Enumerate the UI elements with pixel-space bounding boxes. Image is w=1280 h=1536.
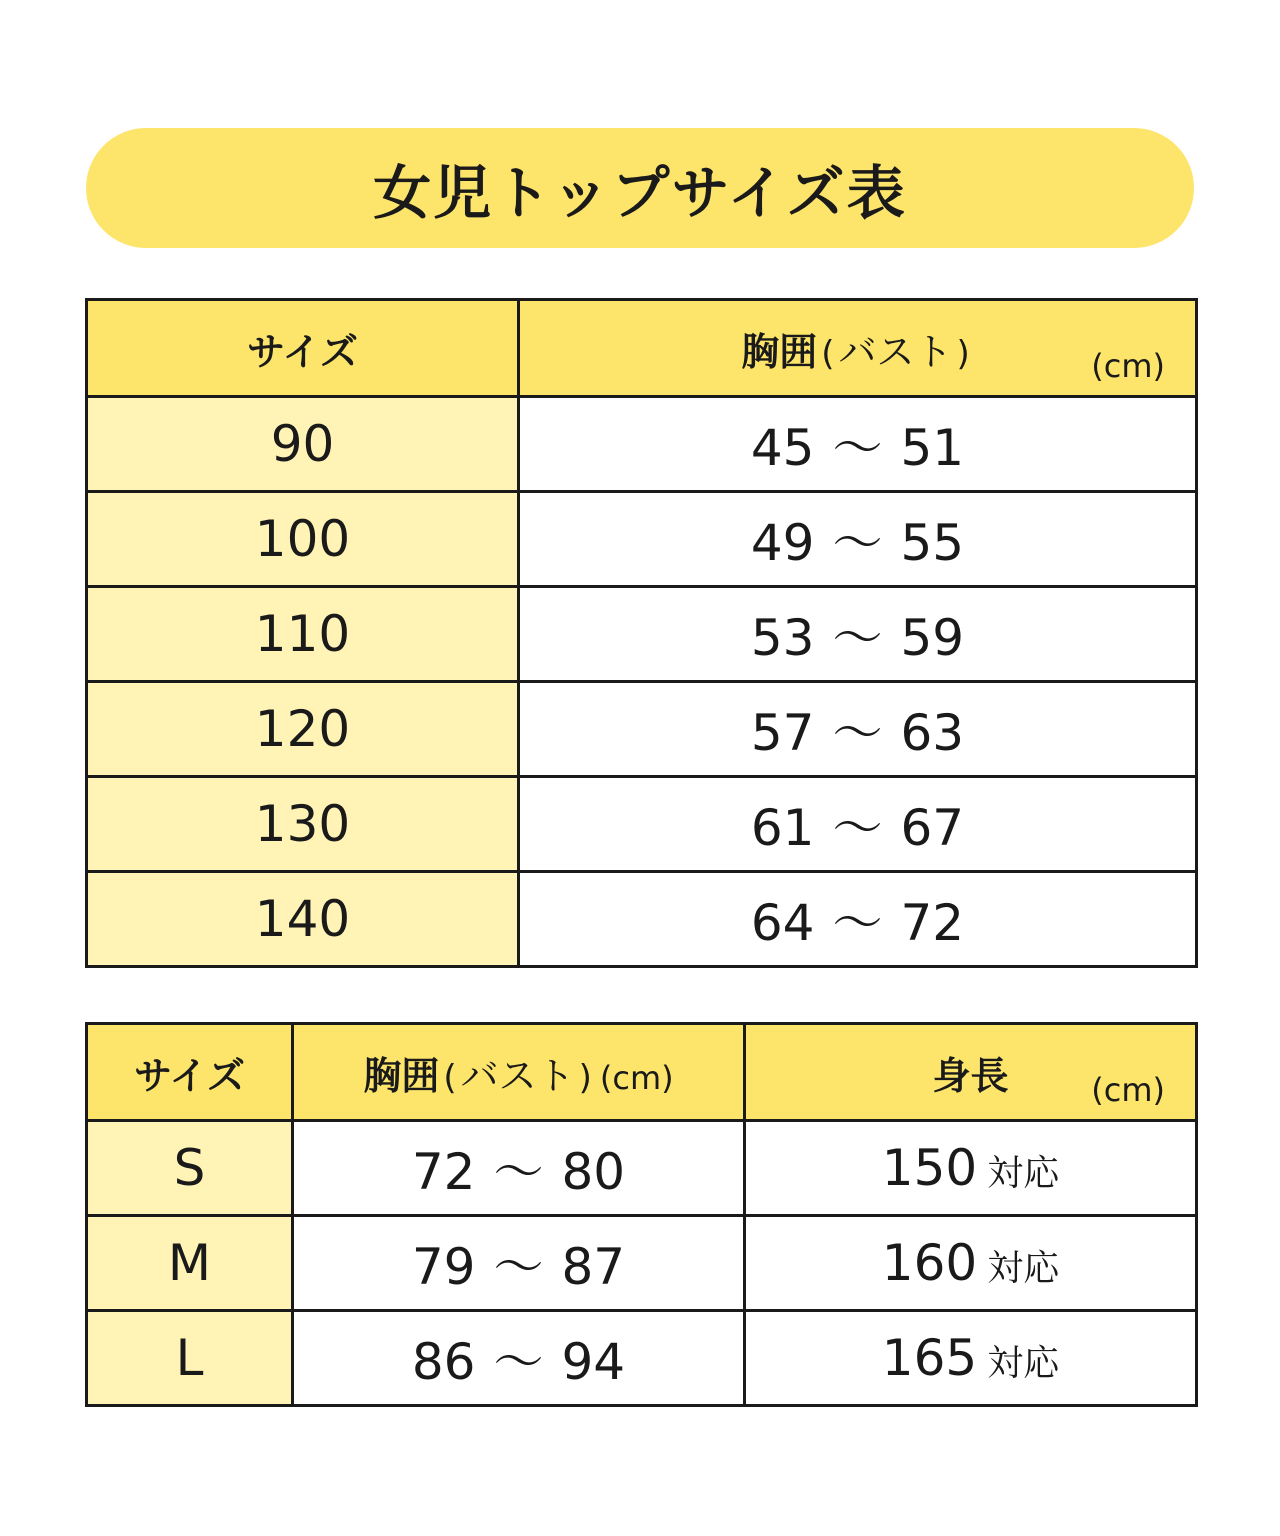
height-value: 160	[881, 1234, 978, 1292]
size-cell: 140	[87, 872, 519, 967]
range-separator: 〜	[832, 609, 883, 667]
header-size	[87, 1024, 293, 1121]
bust-to: 72	[900, 894, 965, 952]
paren-close: )	[578, 1057, 592, 1098]
header-bust	[519, 300, 1197, 397]
bust-to: 59	[900, 609, 965, 667]
height-suffix: 対応	[987, 1248, 1060, 1289]
size-cell: 90	[87, 397, 519, 492]
size-cell: S	[87, 1121, 293, 1216]
bust-from: 61	[750, 799, 815, 857]
size-cell: 110	[87, 587, 519, 682]
header-bust-wrap	[741, 321, 974, 376]
table-header-row	[87, 1024, 1197, 1121]
bust-to: 94	[561, 1333, 626, 1391]
bust-range-cell	[519, 682, 1197, 777]
bust-to: 87	[561, 1238, 626, 1296]
header-size-label: サイズ	[247, 329, 358, 374]
kids-size-table	[85, 298, 1198, 968]
height-cell	[745, 1311, 1197, 1406]
size-cell: M	[87, 1216, 293, 1311]
range-separator: 〜	[493, 1143, 544, 1201]
header-size	[87, 300, 519, 397]
table-row	[87, 777, 1197, 872]
title-banner	[86, 128, 1194, 248]
paren-close: )	[956, 333, 970, 374]
bust-from: 72	[411, 1143, 476, 1201]
table-row	[87, 872, 1197, 967]
header-height	[745, 1024, 1197, 1121]
header-bust-sub: バスト	[460, 1053, 575, 1098]
table-row	[87, 397, 1197, 492]
size-cell: 120	[87, 682, 519, 777]
bust-from: 49	[750, 514, 815, 572]
bust-from: 64	[750, 894, 815, 952]
range-separator: 〜	[832, 514, 883, 572]
table-row	[87, 1216, 1197, 1311]
bust-from: 57	[750, 704, 815, 762]
junior-size-table	[85, 1022, 1198, 1407]
header-unit: (cm)	[1091, 347, 1165, 385]
bust-to: 67	[900, 799, 965, 857]
table-row	[87, 492, 1197, 587]
bust-to: 51	[900, 419, 965, 477]
height-suffix: 対応	[987, 1343, 1060, 1384]
bust-to: 80	[561, 1143, 626, 1201]
header-height-label: 身長	[932, 1053, 1009, 1098]
bust-range-cell	[519, 492, 1197, 587]
header-bust-unit: (cm)	[599, 1058, 674, 1097]
bust-range-cell	[519, 587, 1197, 682]
range-separator: 〜	[493, 1333, 544, 1391]
header-size-label: サイズ	[134, 1053, 245, 1098]
bust-to: 63	[900, 704, 965, 762]
bust-from: 86	[411, 1333, 476, 1391]
table-row	[87, 587, 1197, 682]
table-row	[87, 682, 1197, 777]
range-separator: 〜	[493, 1238, 544, 1296]
header-bust-sub: バスト	[838, 329, 953, 374]
bust-range-cell	[519, 397, 1197, 492]
bust-to: 55	[900, 514, 965, 572]
height-cell	[745, 1216, 1197, 1311]
paren-open: (	[821, 333, 835, 374]
bust-range-cell	[519, 872, 1197, 967]
size-cell: 130	[87, 777, 519, 872]
range-separator: 〜	[832, 799, 883, 857]
range-separator: 〜	[832, 704, 883, 762]
height-value: 165	[881, 1329, 978, 1387]
header-height-unit: (cm)	[1091, 1071, 1165, 1109]
table-row	[87, 1121, 1197, 1216]
header-bust-label: 胸囲	[363, 1053, 440, 1098]
table-header-row	[87, 300, 1197, 397]
bust-range-cell	[293, 1121, 745, 1216]
range-separator: 〜	[832, 419, 883, 477]
page-title: 女児トップサイズ表	[373, 159, 907, 227]
bust-range-cell	[293, 1216, 745, 1311]
paren-open: (	[443, 1057, 457, 1098]
size-cell: L	[87, 1311, 293, 1406]
range-separator: 〜	[832, 894, 883, 952]
height-cell	[745, 1121, 1197, 1216]
bust-from: 45	[750, 419, 815, 477]
size-cell: 100	[87, 492, 519, 587]
bust-range-cell	[519, 777, 1197, 872]
header-bust	[293, 1024, 745, 1121]
height-value: 150	[881, 1139, 978, 1197]
height-suffix: 対応	[987, 1153, 1060, 1194]
bust-range-cell	[293, 1311, 745, 1406]
header-bust-label: 胸囲	[741, 329, 818, 374]
table-row	[87, 1311, 1197, 1406]
bust-from: 53	[750, 609, 815, 667]
bust-from: 79	[411, 1238, 476, 1296]
